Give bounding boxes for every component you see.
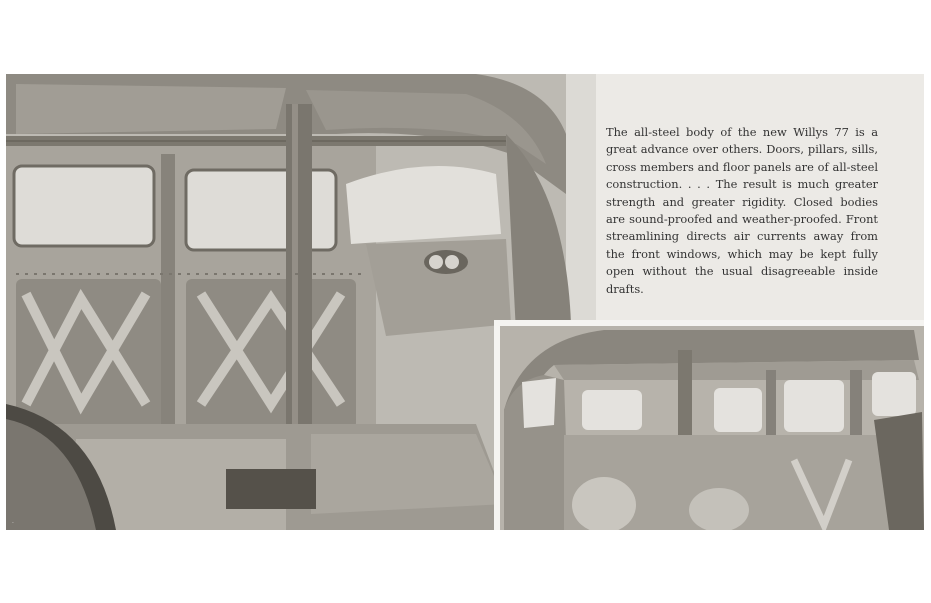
corner-mark: · <box>12 520 14 527</box>
inset-body-photo <box>494 320 924 530</box>
brochure-page <box>6 74 924 530</box>
body-text: The all-steel body of the new Willys 77 is a great advance over others. Doors, pillars, sills, cross members and floor panels are of all-steel construction. . . . The result is much greater strength and greater rigidity. Closed bodies are sound-proofed and weather-proofed. Front streamlining directs air currents away from the front windows, which may be kept fully open without the usual disagreeable inside drafts. <box>606 125 878 296</box>
